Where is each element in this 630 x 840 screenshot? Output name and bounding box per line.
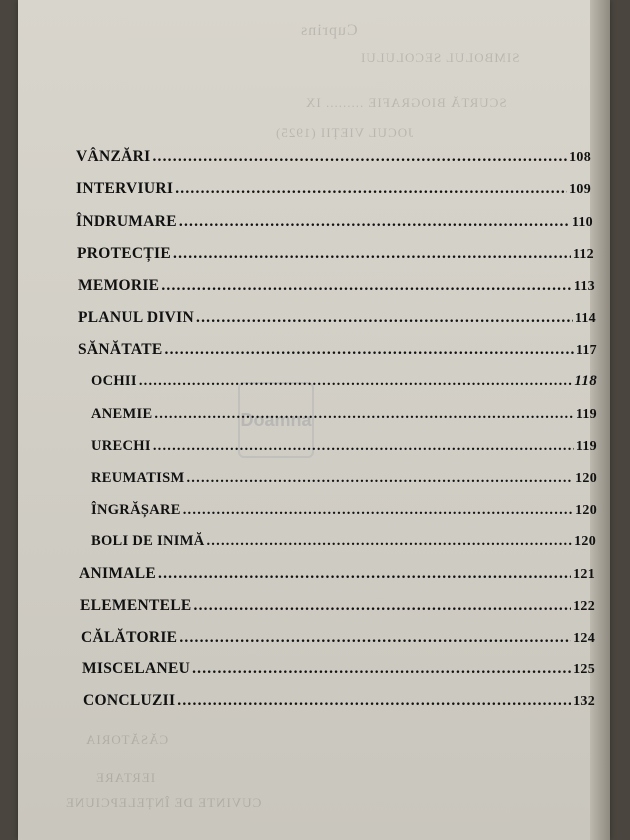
toc-leader bbox=[196, 309, 573, 327]
toc-entry bbox=[80, 597, 595, 615]
toc-leader bbox=[177, 692, 571, 710]
toc-entry-title: CĂLĂTORIE bbox=[81, 629, 178, 646]
toc-entry-page: 118 bbox=[574, 373, 597, 389]
bleed-through-line: CUVINTE DE ÎNȚELEPCIUNE bbox=[65, 795, 262, 810]
toc-entry-page: 112 bbox=[572, 247, 594, 262]
toc-entry-page: 132 bbox=[573, 694, 595, 709]
toc-entry-page: 114 bbox=[574, 311, 596, 326]
toc-leader bbox=[186, 470, 573, 487]
toc-entry-page: 109 bbox=[569, 182, 591, 197]
toc-leader bbox=[158, 565, 571, 583]
toc-entry-page: 121 bbox=[573, 567, 595, 582]
bleed-through-line: SIMBOLUL SECOLULUI bbox=[360, 50, 520, 65]
toc-entry-title: ÎNDRUMARE bbox=[76, 213, 177, 230]
toc-leader bbox=[192, 660, 571, 678]
toc-subentry bbox=[91, 373, 597, 390]
toc-entry-page: 119 bbox=[575, 439, 597, 454]
toc-entry-title: REUMATISM bbox=[91, 470, 185, 486]
bleed-through-line: JOCUL VIEȚII (1925) bbox=[275, 125, 414, 140]
toc-leader bbox=[154, 406, 573, 423]
toc-entry bbox=[79, 565, 595, 583]
toc-entry-title: PROTECȚIE bbox=[77, 245, 171, 262]
toc-leader bbox=[152, 148, 567, 166]
toc-entry-title: INTERVIURI bbox=[76, 180, 174, 197]
toc-subentry bbox=[91, 470, 597, 487]
toc-entry-page: 120 bbox=[575, 471, 597, 486]
toc-entry-title: MISCELANEU bbox=[82, 660, 191, 677]
toc-entry-title: VÂNZĂRI bbox=[76, 148, 151, 165]
toc-entry bbox=[81, 629, 595, 647]
toc-entry-page: 120 bbox=[575, 503, 597, 518]
toc-entry-page: 113 bbox=[573, 279, 595, 294]
toc-subentry bbox=[91, 502, 597, 519]
bleed-through-line: IERTARE bbox=[95, 770, 156, 785]
toc-entry-title: ÎNGRĂȘARE bbox=[91, 502, 181, 518]
toc-leader bbox=[175, 180, 567, 198]
toc-entry bbox=[82, 660, 595, 678]
watermark-text: Doamna bbox=[240, 409, 312, 430]
toc-entry-title: SĂNĂTATE bbox=[78, 341, 163, 358]
toc-subentry bbox=[91, 533, 596, 550]
bleed-through-header: Cuprins bbox=[300, 22, 358, 39]
toc-subentry bbox=[91, 438, 597, 455]
toc-entry bbox=[78, 277, 595, 295]
toc-entry-title: MEMORIE bbox=[78, 277, 160, 294]
toc-leader bbox=[165, 341, 574, 359]
toc-entry-title: PLANUL DIVIN bbox=[78, 309, 194, 326]
toc-entry bbox=[78, 341, 597, 359]
toc-leader bbox=[206, 533, 572, 550]
toc-leader bbox=[179, 213, 570, 231]
toc-entry bbox=[76, 180, 591, 198]
toc-entry-page: 117 bbox=[575, 343, 597, 358]
toc-entry-page: 125 bbox=[573, 662, 595, 677]
toc-entry-title: ANEMIE bbox=[91, 406, 153, 422]
toc-entry-page: 124 bbox=[573, 631, 595, 646]
toc-entry bbox=[76, 213, 593, 231]
toc-entry-title: OCHII bbox=[91, 373, 137, 389]
toc-leader bbox=[194, 597, 572, 615]
toc-entry bbox=[77, 245, 594, 263]
toc-leader bbox=[179, 629, 571, 647]
toc-entry-page: 119 bbox=[575, 407, 597, 422]
toc-entry-title: URECHI bbox=[91, 438, 151, 454]
toc-entry-page: 122 bbox=[573, 599, 595, 614]
bleed-through-line: SCURTĂ BIOGRAFIE ......... IX bbox=[305, 95, 507, 110]
toc-leader bbox=[139, 373, 573, 390]
bleed-through-line: CĂSĂTORIA bbox=[85, 732, 169, 747]
toc-leader bbox=[153, 438, 574, 455]
toc-leader bbox=[183, 502, 573, 519]
toc-entry-title: BOLI DE INIMĂ bbox=[91, 533, 205, 549]
toc-entry bbox=[83, 692, 595, 710]
toc-entry bbox=[76, 148, 591, 166]
toc-entry-page: 110 bbox=[571, 215, 593, 230]
toc-entry-page: 108 bbox=[569, 150, 591, 165]
toc-entry bbox=[78, 309, 596, 327]
toc-subentry bbox=[91, 406, 597, 423]
toc-entry-title: ANIMALE bbox=[79, 565, 157, 582]
toc-entry-page: 120 bbox=[574, 534, 596, 549]
toc-entry-title: ELEMENTELE bbox=[80, 597, 192, 614]
toc-leader bbox=[161, 277, 572, 295]
toc-entry-title: CONCLUZII bbox=[83, 692, 176, 709]
toc-leader bbox=[173, 245, 571, 263]
